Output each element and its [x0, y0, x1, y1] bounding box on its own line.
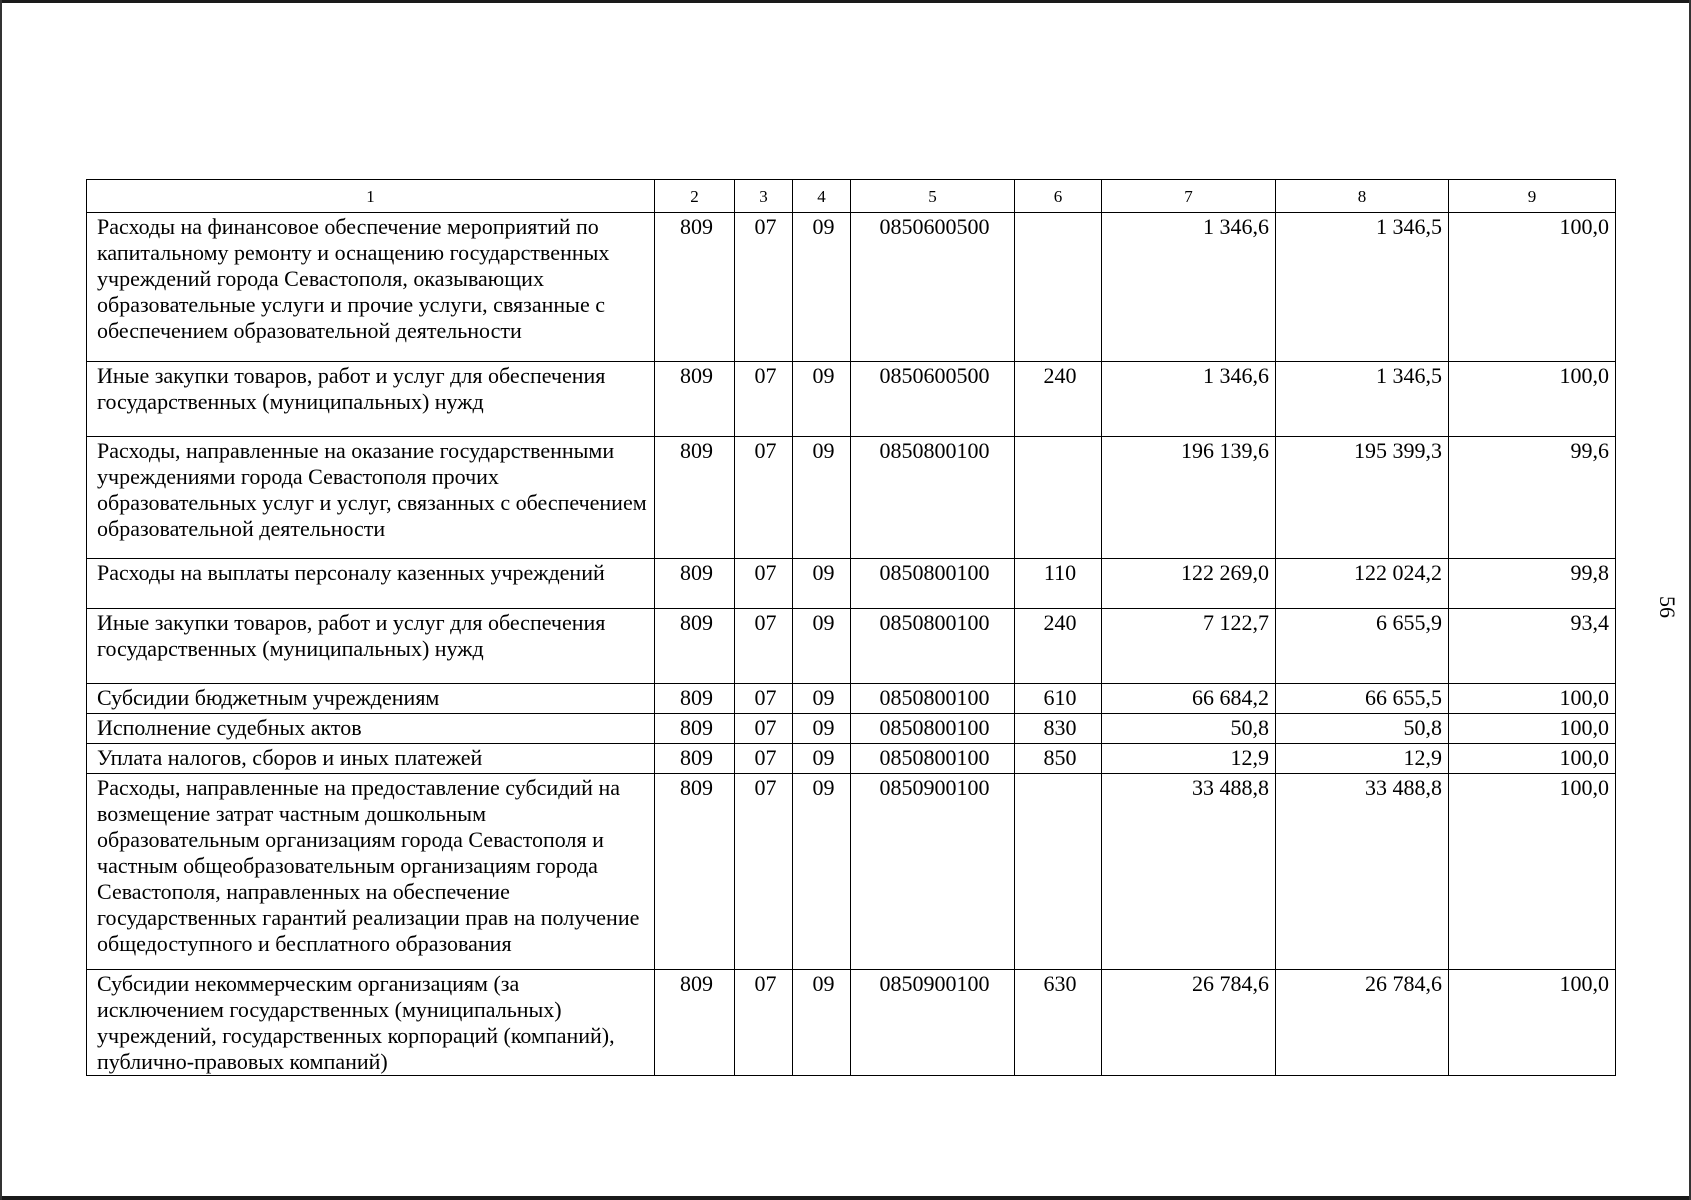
column-header: 4 [793, 180, 851, 213]
table-row [87, 744, 1616, 774]
budget-table-container [86, 179, 1615, 1076]
cell-target-article-code: 0850800100 [851, 744, 1015, 774]
cell-actual-amount: 66 655,5 [1276, 684, 1449, 714]
cell-section-code: 07 [735, 362, 793, 437]
cell-planned-amount: 1 346,6 [1102, 213, 1276, 362]
cell-expense-type-code [1015, 774, 1102, 970]
column-header: 6 [1015, 180, 1102, 213]
cell-grbs-code: 809 [655, 774, 735, 970]
cell-grbs-code: 809 [655, 970, 735, 1076]
cell-grbs-code: 809 [655, 744, 735, 774]
cell-target-article-code: 0850800100 [851, 609, 1015, 684]
cell-section-code: 07 [735, 714, 793, 744]
column-header: 9 [1449, 180, 1616, 213]
row-description: Субсидии бюджетным учреждениям [87, 684, 655, 714]
cell-target-article-code: 0850800100 [851, 437, 1015, 559]
cell-expense-type-code [1015, 213, 1102, 362]
cell-actual-amount: 6 655,9 [1276, 609, 1449, 684]
cell-subsection-code: 09 [793, 213, 851, 362]
cell-expense-type-code: 610 [1015, 684, 1102, 714]
row-description: Расходы, направленные на предоставление субсидий на возмещение затрат частным дошкольным образовательным организациям города Севастополя и частным общеобразовательным организациям города Севастополя, направленных на обеспечение государственных гарантий реализации прав на получение общедоступного и бесплатного образования [87, 774, 655, 970]
cell-execution-percent: 100,0 [1449, 684, 1616, 714]
table-row [87, 774, 1616, 970]
cell-grbs-code: 809 [655, 559, 735, 609]
table-row [87, 970, 1616, 1076]
cell-section-code: 07 [735, 609, 793, 684]
cell-actual-amount: 195 399,3 [1276, 437, 1449, 559]
table-row [87, 213, 1616, 362]
column-header: 2 [655, 180, 735, 213]
row-description: Расходы на выплаты персоналу казенных учреждений [87, 559, 655, 609]
cell-target-article-code: 0850600500 [851, 213, 1015, 362]
cell-expense-type-code: 850 [1015, 744, 1102, 774]
cell-expense-type-code: 830 [1015, 714, 1102, 744]
cell-execution-percent: 100,0 [1449, 970, 1616, 1076]
cell-grbs-code: 809 [655, 684, 735, 714]
cell-actual-amount: 1 346,5 [1276, 362, 1449, 437]
cell-execution-percent: 100,0 [1449, 774, 1616, 970]
cell-subsection-code: 09 [793, 744, 851, 774]
row-description: Иные закупки товаров, работ и услуг для обеспечения государственных (муниципальных) нужд [87, 362, 655, 437]
row-description: Уплата налогов, сборов и иных платежей [87, 744, 655, 774]
cell-subsection-code: 09 [793, 684, 851, 714]
cell-planned-amount: 7 122,7 [1102, 609, 1276, 684]
cell-section-code: 07 [735, 970, 793, 1076]
cell-section-code: 07 [735, 437, 793, 559]
cell-section-code: 07 [735, 213, 793, 362]
column-header: 1 [87, 180, 655, 213]
cell-target-article-code: 0850800100 [851, 559, 1015, 609]
cell-section-code: 07 [735, 559, 793, 609]
cell-subsection-code: 09 [793, 774, 851, 970]
cell-grbs-code: 809 [655, 714, 735, 744]
cell-planned-amount: 50,8 [1102, 714, 1276, 744]
cell-grbs-code: 809 [655, 213, 735, 362]
cell-actual-amount: 26 784,6 [1276, 970, 1449, 1076]
table-row [87, 684, 1616, 714]
cell-execution-percent: 100,0 [1449, 744, 1616, 774]
cell-planned-amount: 122 269,0 [1102, 559, 1276, 609]
cell-target-article-code: 0850900100 [851, 774, 1015, 970]
cell-subsection-code: 09 [793, 714, 851, 744]
cell-target-article-code: 0850600500 [851, 362, 1015, 437]
cell-subsection-code: 09 [793, 362, 851, 437]
cell-planned-amount: 12,9 [1102, 744, 1276, 774]
column-header: 5 [851, 180, 1015, 213]
cell-subsection-code: 09 [793, 609, 851, 684]
row-description: Расходы, направленные на оказание государственными учреждениями города Севастополя прочих образовательных услуг и услуг, связанных с обеспечением образовательной деятельности [87, 437, 655, 559]
table-row [87, 609, 1616, 684]
cell-subsection-code: 09 [793, 437, 851, 559]
cell-planned-amount: 196 139,6 [1102, 437, 1276, 559]
page-number: 56 [1655, 596, 1680, 618]
cell-actual-amount: 12,9 [1276, 744, 1449, 774]
cell-subsection-code: 09 [793, 559, 851, 609]
cell-section-code: 07 [735, 744, 793, 774]
scan-border-bottom [0, 1196, 1691, 1200]
cell-grbs-code: 809 [655, 609, 735, 684]
cell-subsection-code: 09 [793, 970, 851, 1076]
cell-expense-type-code: 240 [1015, 362, 1102, 437]
table-body [87, 180, 1616, 1076]
column-header: 7 [1102, 180, 1276, 213]
cell-expense-type-code: 630 [1015, 970, 1102, 1076]
cell-planned-amount: 1 346,6 [1102, 362, 1276, 437]
row-description: Расходы на финансовое обеспечение мероприятий по капитальному ремонту и оснащению государственных учреждений города Севастополя, оказывающих образовательные услуги и прочие услуги, связанные с обеспечением образовательной деятельности [87, 213, 655, 362]
cell-expense-type-code: 110 [1015, 559, 1102, 609]
row-description: Иные закупки товаров, работ и услуг для обеспечения государственных (муниципальных) нужд [87, 609, 655, 684]
row-description: Субсидии некоммерческим организациям (за исключением государственных (муниципальных) учреждений, государственных корпораций (компаний), публично-правовых компаний) [87, 970, 655, 1076]
table-row [87, 714, 1616, 744]
cell-execution-percent: 99,6 [1449, 437, 1616, 559]
cell-execution-percent: 99,8 [1449, 559, 1616, 609]
table-row [87, 559, 1616, 609]
cell-actual-amount: 122 024,2 [1276, 559, 1449, 609]
cell-target-article-code: 0850900100 [851, 970, 1015, 1076]
cell-grbs-code: 809 [655, 437, 735, 559]
scan-border-left [0, 0, 2, 1200]
cell-section-code: 07 [735, 774, 793, 970]
cell-execution-percent: 100,0 [1449, 714, 1616, 744]
cell-planned-amount: 33 488,8 [1102, 774, 1276, 970]
cell-target-article-code: 0850800100 [851, 714, 1015, 744]
column-header: 8 [1276, 180, 1449, 213]
cell-grbs-code: 809 [655, 362, 735, 437]
cell-planned-amount: 26 784,6 [1102, 970, 1276, 1076]
cell-expense-type-code: 240 [1015, 609, 1102, 684]
cell-execution-percent: 100,0 [1449, 213, 1616, 362]
cell-execution-percent: 100,0 [1449, 362, 1616, 437]
scan-border-top [0, 0, 1691, 3]
table-row [87, 362, 1616, 437]
cell-expense-type-code [1015, 437, 1102, 559]
column-number-header-row [87, 180, 1616, 213]
cell-execution-percent: 93,4 [1449, 609, 1616, 684]
cell-actual-amount: 33 488,8 [1276, 774, 1449, 970]
cell-target-article-code: 0850800100 [851, 684, 1015, 714]
table-row [87, 437, 1616, 559]
budget-execution-table [86, 179, 1616, 1076]
cell-section-code: 07 [735, 684, 793, 714]
cell-actual-amount: 50,8 [1276, 714, 1449, 744]
row-description: Исполнение судебных актов [87, 714, 655, 744]
cell-planned-amount: 66 684,2 [1102, 684, 1276, 714]
cell-actual-amount: 1 346,5 [1276, 213, 1449, 362]
column-header: 3 [735, 180, 793, 213]
